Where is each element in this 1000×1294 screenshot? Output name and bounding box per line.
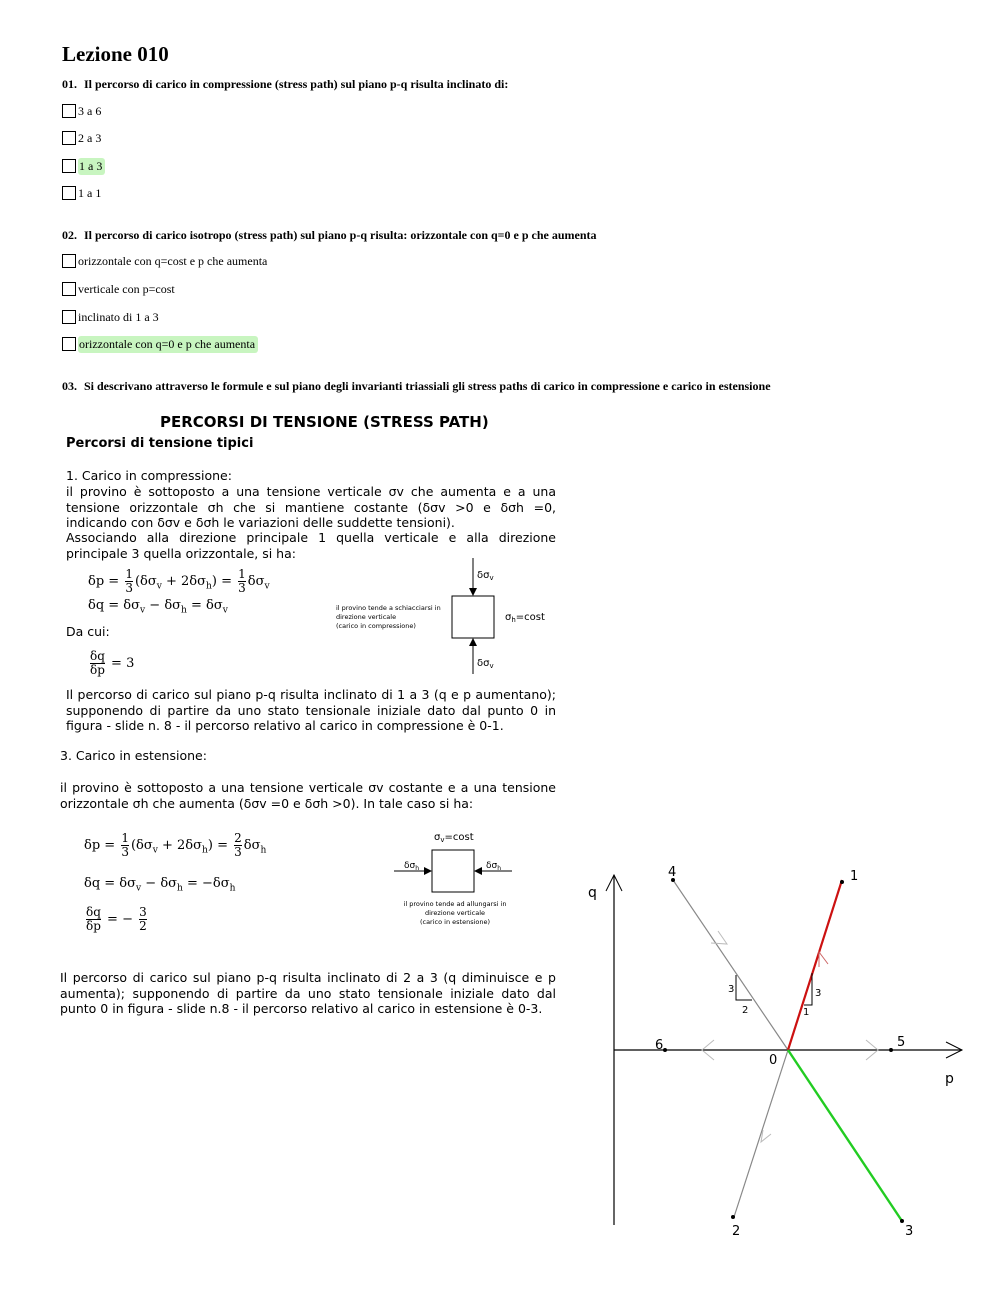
point-2-label: 2 [732,1224,741,1239]
question-2 [62,228,597,243]
doc-subheading: Percorsi di tensione tipici [66,436,254,451]
question-text: Il percorso di carico in compressione (stress path) sul piano p-q risulta inclinato di: [84,77,509,91]
page-title: Lezione 010 [62,42,169,66]
path-0-3-extension [788,1050,902,1221]
checkbox[interactable] [62,337,76,351]
svg-text:(carico in compressione): (carico in compressione) [336,622,416,630]
formula-dp-compression: δp = $\frac{1}{3}$ $(\delta\sigma_v + 2\delta\sigma_h)$ = $\frac{1}{3}$ $\delta\sigma_v$ [88,567,270,595]
checkbox[interactable] [62,310,76,324]
svg-text:il provino tende a schiacciars: il provino tende a schiacciarsi in [336,604,441,612]
q-axis-label: q [588,885,597,901]
path-0-4 [673,880,788,1050]
formula-dp-extension: δp = $\frac{1}{3}$ $(\delta\sigma_v + 2\delta\sigma_h)$ = $\frac{2}{3}$ $\delta\sigma_h$ [84,831,267,859]
option-label: inclinato di 1 a 3 [78,309,159,324]
q2-option-3[interactable] [62,309,159,325]
svg-text:il provino tende ad allungarsi: il provino tende ad allungarsi in [403,900,507,908]
section-1-para-3: Il percorso di carico sul piano p-q risulta inclinato di 1 a 3 (q e p aumentano); supponendo di partire da uno stato tensionale iniziale dato dal punto 0 in figura - slide n. 8 - il percorso relativo al carico in compressione è 0-1. [66,687,556,733]
path-0-2 [734,1050,788,1217]
point-3-label: 3 [905,1224,914,1239]
slope-label-2: 2 [742,1005,749,1016]
option-label: verticale con p=cost [78,281,175,296]
question-number: 03. [62,379,77,393]
svg-text:σv=cost: $\sigma_v=\cos t$ [434,832,474,844]
point-6-label: 6 [655,1038,664,1053]
q1-option-3[interactable] [62,158,105,174]
svg-text:δσv: $\delta\sigma_v$ [477,658,494,670]
slope-label-3b: 3 [815,988,822,999]
slope-label-1: 1 [803,1007,810,1018]
da-cui-label: Da cui: [66,624,110,639]
point-5-label: 5 [897,1035,906,1050]
section-1-para-2: Associando alla direzione principale 1 quella verticale e alla direzione principale 3 quella orizzontale, si ha: [66,530,556,561]
path-0-1-compression [788,880,842,1050]
question-number: 01. [62,77,77,91]
compression-specimen-figure [330,556,560,678]
checkbox[interactable] [62,131,76,145]
q2-option-1[interactable] [62,253,267,269]
question-1 [62,77,508,92]
section-3-para-1: il provino è sottoposto a una tensione verticale σv costante e a una tensione orizzontale σh che aumenta (δσv =0 e δσh >0). In tale caso si ha: [60,780,556,811]
stress-path-diagram [580,855,980,1245]
question-text: Il percorso di carico isotropo (stress path) sul piano p-q risulta: orizzontale con q=0 e p che aumenta [84,228,597,242]
svg-text:direzione verticale: direzione verticale [336,613,397,621]
q1-option-2[interactable] [62,130,101,146]
option-label: 3 a 6 [78,103,102,118]
doc-heading: PERCORSI DI TENSIONE (STRESS PATH) [160,413,489,431]
formula-dq-extension: $\delta q = \delta\sigma_v - \delta\sigma_h = -\delta\sigma_h$ [84,876,236,894]
svg-text:σh=cost: $\sigma_h=\cos t$ [505,612,545,624]
formula-ratio-extension: $\frac{\delta q}{\delta p}$ = − $\frac{3}{2}$ [86,905,147,933]
section-3-title: 3. Carico in estensione: [60,748,207,763]
svg-text:δσv: $\delta\sigma_v$ [477,570,494,582]
point-1-label: 1 [850,869,859,884]
svg-text:δσh: $\delta\sigma_h$ [486,861,502,872]
question-number: 02. [62,228,77,242]
formula-dq-compression: $\delta q = \delta\sigma_v - \delta\sigma_h = \delta\sigma_v$ [88,598,228,616]
svg-text:direzione verticale: direzione verticale [424,909,486,917]
svg-text:(carico in estensione): (carico in estensione) [419,918,491,926]
q2-option-2[interactable] [62,281,175,297]
correct-answer-highlight: 1 a 3 [78,158,105,175]
question-text: Si descrivano attraverso le formule e sul piano degli invarianti triassiali gli stress paths di carico in compressione e carico in estensione [84,379,771,393]
checkbox[interactable] [62,282,76,296]
section-3-para-2: Il percorso di carico sul piano p-q risulta inclinato di 2 a 3 (q diminuisce e p aumenta); supponendo di partire da uno stato tensionale iniziale dato dal punto 0 in figura - slide n.8 - il percorso relativo al carico in estensione è 0-3. [60,970,556,1016]
formula-ratio-compression: $\frac{\delta q}{\delta p}$ = 3 [90,649,135,677]
q1-option-4[interactable] [62,185,101,201]
origin-label: 0 [769,1053,778,1068]
q2-option-4[interactable] [62,336,258,352]
point-4-label: 4 [668,865,677,880]
section-1-para-1: il provino è sottoposto a una tensione verticale σv che aumenta e a una tensione orizzontale σh che si mantiene costante (δσv >0 e δσh =0, indicando con δσv e δσh le variazioni delle suddette tensioni). [66,484,556,530]
extension-specimen-figure [380,826,530,930]
checkbox[interactable] [62,254,76,268]
slope-label-3a: 3 [728,984,735,995]
option-label: 2 a 3 [78,130,102,145]
correct-answer-highlight: orizzontale con q=0 e p che aumenta [78,336,258,353]
checkbox[interactable] [62,186,76,200]
option-label: 1 a 1 [78,185,102,200]
svg-text:δσh: $\delta\sigma_h$ [404,861,420,872]
checkbox[interactable] [62,159,76,173]
section-1-title: 1. Carico in compressione: [66,468,232,483]
question-3 [62,379,771,394]
option-label: orizzontale con q=cost e p che aumenta [78,253,268,268]
p-axis-label: p [945,1071,954,1087]
checkbox[interactable] [62,104,76,118]
q1-option-1[interactable] [62,103,101,119]
